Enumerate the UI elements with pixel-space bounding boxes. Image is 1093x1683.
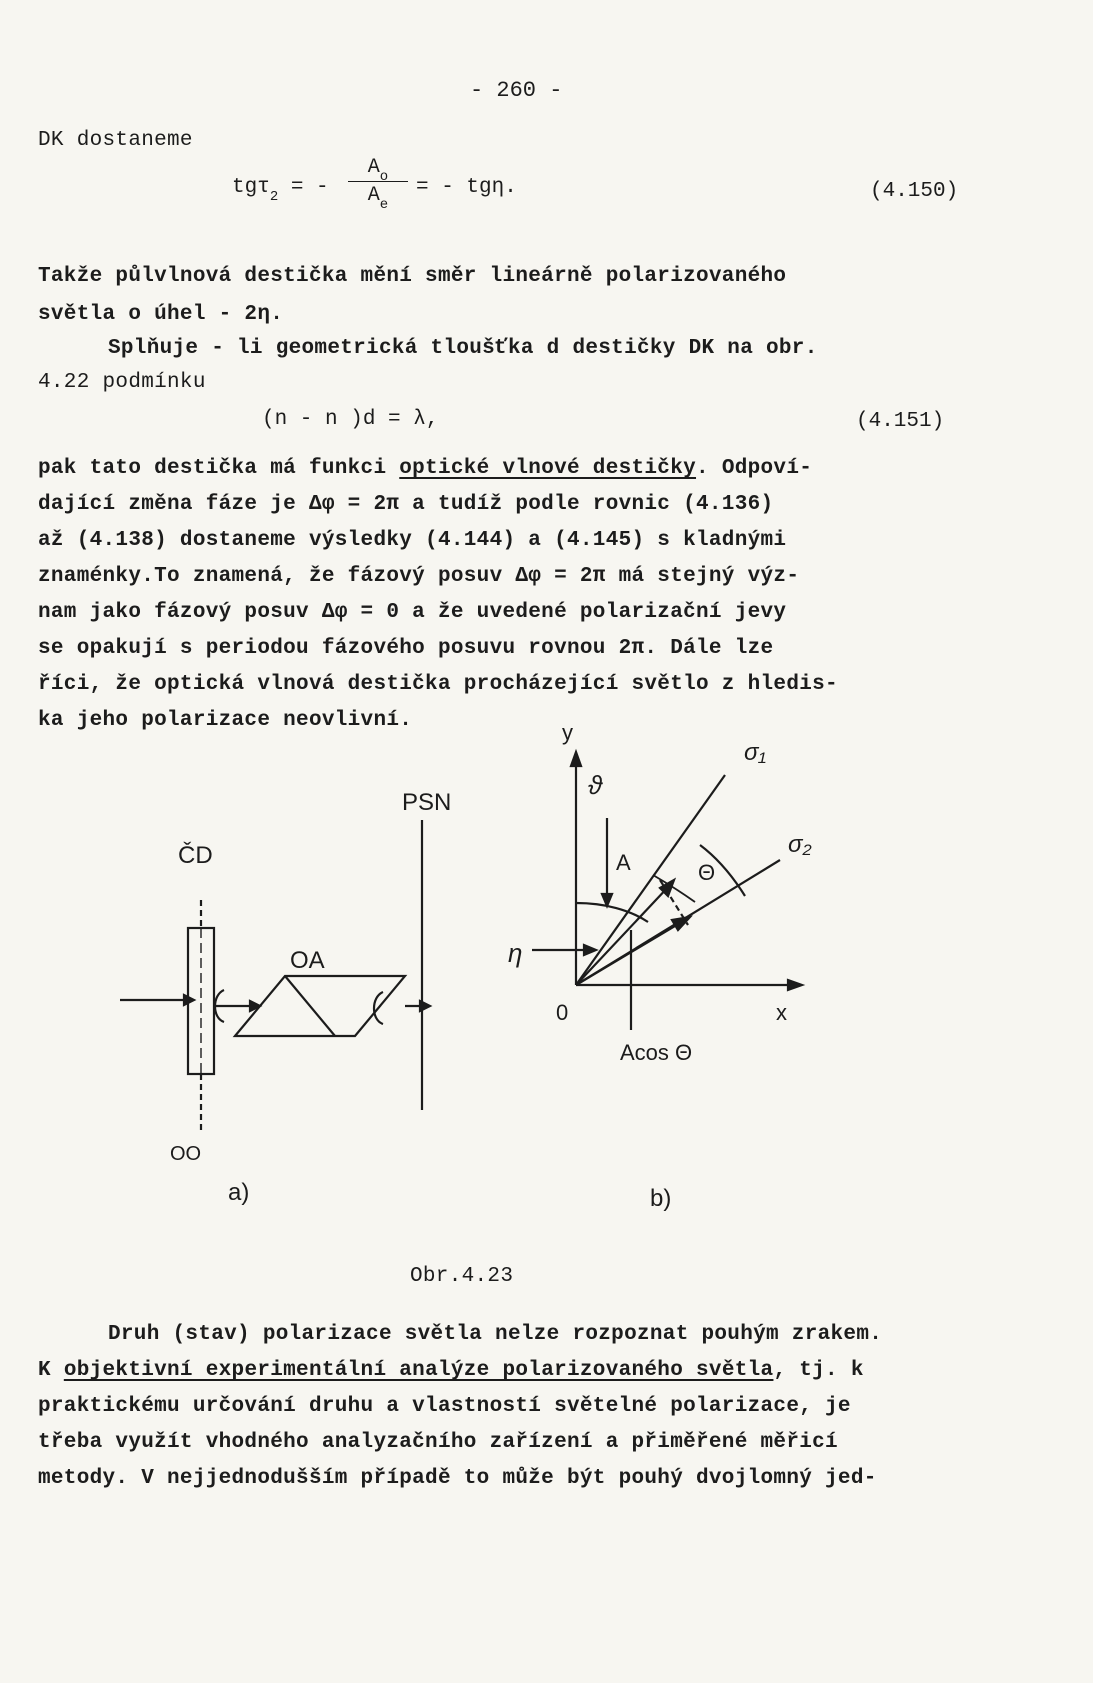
- figure-caption: Obr.4.23: [410, 1265, 514, 1288]
- text-line: se opakují s periodou fázového posuvu rovnou 2π. Dále lze: [38, 637, 774, 660]
- text-line: dající změna fáze je Δφ = 2π a tudíž podle rovnic (4.136): [38, 493, 774, 516]
- label-acos: Acos Θ: [620, 1040, 693, 1065]
- text-line: nam jako fázový posuv Δφ = 0 a že uvedené polarizační jevy: [38, 601, 787, 624]
- label-oa: OA: [290, 947, 325, 974]
- equation-number: (4.150): [870, 180, 959, 203]
- text-line: až (4.138) dostaneme výsledky (4.144) a (4.145) s kladnými: [38, 529, 787, 552]
- text-line: praktickému určování druhu a vlastností světelné polarizace, je: [38, 1395, 851, 1418]
- label-b: b): [650, 1185, 672, 1212]
- text-line: Takže půlvlnová destička mění směr lineárně polarizovaného: [38, 265, 787, 288]
- text-line: třeba využít vhodného analyzačního zařízení a přiměřené měřicí: [38, 1431, 838, 1454]
- text-line: DK dostaneme: [38, 129, 193, 152]
- equation-fraction: $\frac{A_o}{A_e}$: [348, 156, 408, 207]
- text-line: Splňuje - li geometrická tloušťka d destičky DK na obr.: [108, 337, 818, 360]
- equation-number: (4.151): [856, 410, 945, 433]
- page-number: - 260 -: [470, 78, 563, 103]
- label-theta: Θ: [698, 860, 716, 885]
- label-y: y: [562, 720, 573, 745]
- text-line: znaménky.To znamená, že fázový posuv Δφ = 2π má stejný výz-: [38, 565, 800, 588]
- text-line: ka jeho polarizace neovlivní.: [38, 709, 413, 732]
- label-A: A: [616, 850, 631, 875]
- prism-diagonal: [285, 976, 335, 1036]
- text-line: metody. V nejjednodušším případě to může být pouhý dvojlomný jed-: [38, 1467, 877, 1490]
- equation-rhs: = - tgη.: [416, 176, 517, 199]
- figure-4-23: [100, 720, 980, 1212]
- y-axis-arrow: [571, 752, 581, 766]
- label-sigma1: σ₁: [744, 739, 767, 766]
- label-vartheta: ϑ: [588, 770, 603, 800]
- text-line: říci, že optická vlnová destička procházející světlo z hledis-: [38, 673, 838, 696]
- text-line: K objektivní experimentální analýze polarizovaného světla, tj. k: [38, 1359, 864, 1382]
- text-line: Druh (stav) polarizace světla nelze rozpoznat pouhým zrakem.: [108, 1323, 883, 1346]
- x-axis-arrow: [788, 980, 802, 990]
- label-psn: PSN: [402, 789, 452, 816]
- label-origin: 0: [556, 1000, 569, 1025]
- label-sigma2: σ₂: [788, 831, 812, 858]
- text-line: světla o úhel - 2η.: [38, 303, 284, 326]
- equation-4-151: (n - n )d = λ,: [262, 408, 439, 431]
- label-a: a): [228, 1179, 250, 1206]
- eta-arrow-head: [584, 945, 596, 955]
- equation-4-150: tgτ$_2$ = -: [232, 176, 329, 205]
- label-x: x: [776, 1000, 787, 1025]
- label-oo: OO: [170, 1143, 202, 1165]
- text-line: 4.22 podmínku: [38, 371, 206, 394]
- text-line: pak tato destička má funkci optické vlnové destičky. Odpoví-: [38, 457, 813, 480]
- analyzer-prism: [235, 976, 405, 1036]
- label-eta: η: [508, 938, 523, 968]
- label-cd: ČD: [178, 842, 213, 869]
